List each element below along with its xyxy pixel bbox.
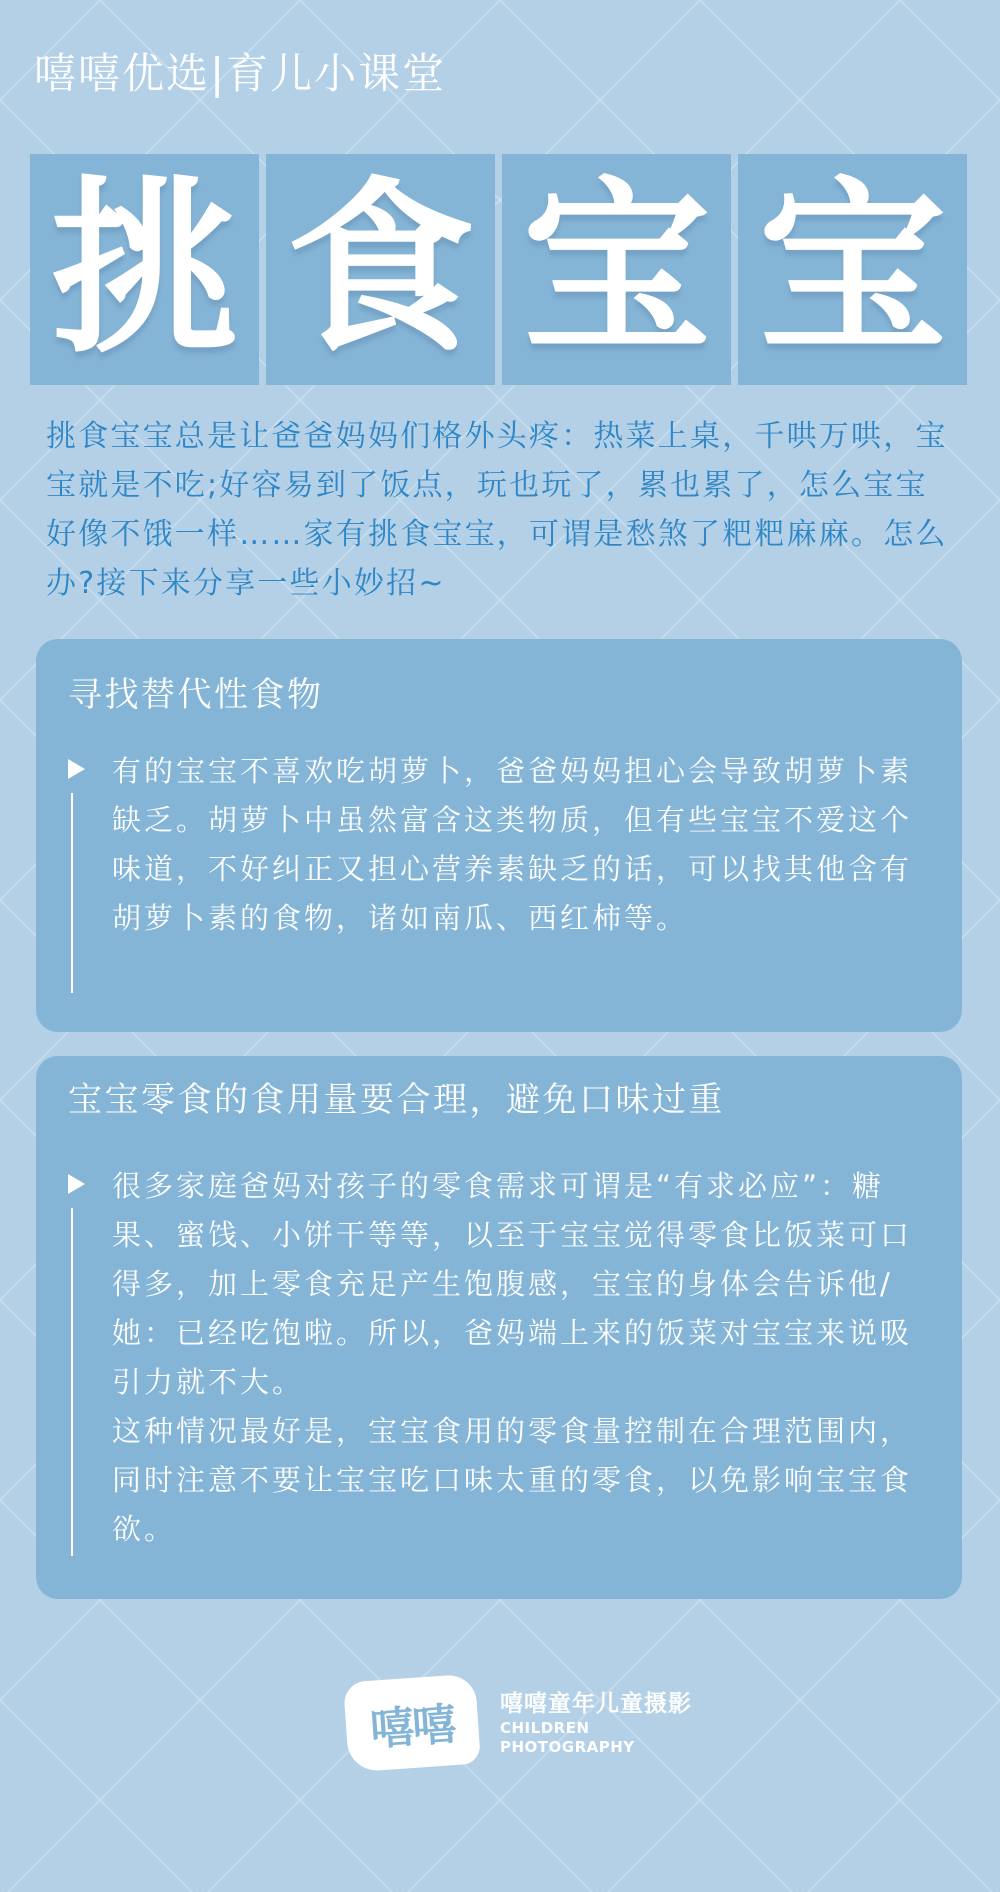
tip-paragraph: 这种情况最好是，宝宝食用的零食量控制在合理范围内，同时注意不要让宝宝吃口味太重的零食，以免影响宝宝食欲。	[112, 1414, 913, 1546]
tip-card-title: 寻找替代性食物	[68, 675, 324, 715]
title-char: 食	[266, 154, 495, 385]
tip-card-title: 宝宝零食的食用量要合理，避免口味过重	[68, 1080, 725, 1120]
title-banner	[30, 154, 967, 385]
tip-paragraph: 有的宝宝不喜欢吃胡萝卜，爸爸妈妈担心会导致胡萝卜素缺乏。胡萝卜中虽然富含这类物质，但有些宝宝不爱这个味道，不好纠正又担心营养素缺乏的话，可以找其他含有胡萝卜素的食物，诸如南瓜、西红柿等。	[112, 754, 913, 935]
brand-footer	[346, 1678, 692, 1768]
title-char: 挑	[30, 154, 259, 385]
brand-name: 嘻嘻童年儿童摄影	[500, 1691, 692, 1717]
tip-card-substitute-food	[36, 639, 962, 1032]
brand-logo: 嘻嘻	[343, 1674, 481, 1773]
tip-card-body	[112, 1162, 942, 1554]
play-triangle-icon	[68, 1174, 85, 1194]
tip-paragraph: 很多家庭爸妈对孩子的零食需求可谓是“有求必应”：糖果、蜜饯、小饼干等等，以至于宝宝觉得零食比饭菜可口得多，加上零食充足产生饱腹感，宝宝的身体会告诉他/她：已经吃饱啦。所以，爸妈端上来的饭菜对宝宝来说吸引力就不大。	[112, 1169, 913, 1399]
divider-line	[71, 1208, 73, 1556]
header-title: 嘻嘻优选|育儿小课堂	[34, 49, 447, 98]
title-char: 宝	[738, 154, 967, 385]
play-triangle-icon	[68, 759, 85, 779]
brand-english-line: CHILDREN	[500, 1719, 590, 1737]
tip-card-body	[112, 747, 942, 943]
divider-line	[71, 793, 73, 993]
tip-card-snack-amount	[36, 1056, 962, 1599]
brand-text	[500, 1689, 692, 1757]
brand-english-line: PHOTOGRAPHY	[500, 1738, 635, 1756]
title-char: 宝	[502, 154, 731, 385]
intro-paragraph: 挑食宝宝总是让爸爸妈妈们格外头疼：热菜上桌，千哄万哄，宝宝就是不吃;好容易到了饭点，玩也玩了，累也累了，怎么宝宝好像不饿一样……家有挑食宝宝，可谓是愁煞了粑粑麻麻。怎么办?接下来分享一些小妙招~	[46, 419, 948, 601]
